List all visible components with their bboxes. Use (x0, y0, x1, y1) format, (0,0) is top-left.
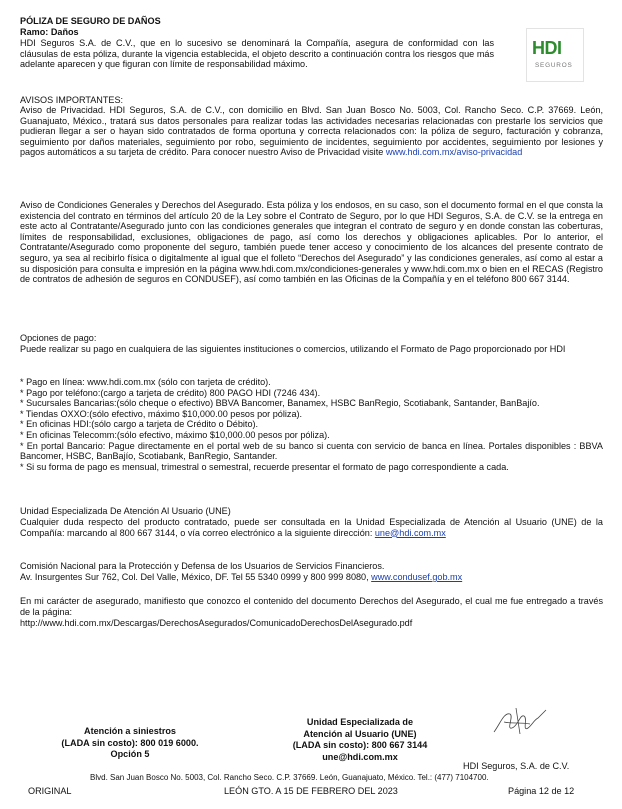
condusef-address (20, 572, 462, 583)
une-heading: Unidad Especializada De Atención Al Usuario (UNE) (20, 506, 231, 516)
payment-item: * En portal Bancario: Pague directamente en el portal web de su banco si cuenta con servicio de banca en línea. Portales disponibles : BBVA Bancomer, HSBC, BanBajío, Scotiabank, BanRegio, Santander. (20, 440, 603, 462)
logo-mark: HDI (532, 38, 562, 58)
payment-heading: Opciones de pago: (20, 333, 97, 343)
une-email-link[interactable]: une@hdi.com.mx (374, 527, 446, 538)
declaration-paragraph: En mi carácter de asegurado, manifiesto que conozco el contenido del documento Derechos del Asegurado, el cual me fue entregado a través de la página: (20, 596, 603, 617)
signature-image (490, 702, 550, 740)
place-date: LEÓN GTO. A 15 DE FEBRERO DEL 2023 (224, 786, 398, 796)
une-contact-line: une@hdi.com.mx (322, 751, 398, 762)
privacy-link[interactable]: www.hdi.com.mx/aviso-privacidad (385, 147, 523, 158)
une-contact (280, 717, 440, 763)
condusef-address-text: Av. Insurgentes Sur 762, Col. Del Valle, México, DF. Tel 55 5340 0999 y 800 999 8080, (20, 572, 369, 582)
claims-line: Opción 5 (110, 749, 150, 759)
claims-contact (50, 726, 210, 761)
company-address: Blvd. San Juan Bosco No. 5003, Col. Rancho Seco. C.P. 37669. León, Guanajuato, México. Tel.: (477) 7104700. (90, 773, 489, 782)
payment-item: * En oficinas Telecomm:(sólo efectivo, máximo $10,000.00 pesos por póliza). (20, 429, 330, 440)
payment-item: * Pago por teléfono:(cargo a tarjeta de crédito) 800 PAGO HDI (7246 434). (20, 387, 321, 398)
declaration-url[interactable]: http://www.hdi.com.mx/Descargas/DerechosAsegurados/ComunicadoDerechosDelAsegurado.pdf (20, 618, 413, 628)
avisos-heading: AVISOS IMPORTANTES: (20, 95, 124, 105)
hdi-logo (526, 28, 584, 82)
original-label: ORIGINAL (28, 786, 72, 796)
logo-subtitle: SEGUROS (535, 62, 573, 69)
payment-intro: Puede realizar su pago en cualquiera de las siguientes instituciones o comercios, utilizando el Formato de Pago proporcionado por HDI (20, 344, 566, 354)
conditions-notice: Aviso de Condiciones Generales y Derechos del Asegurado. Esta póliza y los endosos, en su caso, son el documento formal en el que consta la existencia del contrato en términos del artículo 20 de la Ley sobre el Contrato de Seguro, por lo que HDI Seguros, S.A. de C.V. se la entrega en este acto al Contratante/Asegurado junto con las condiciones generales que integran el contrato de seguro y en donde constan las coberturas, límites de responsabilidad, exclusiones, obligaciones de pago, así como los derechos y obligaciones aplicables. Por lo anterior, el Contratante/Asegurado como proponente del seguro, también puede tener acceso y conocimiento de los alcances del presente contrato de seguro, ya sea al recibirlo física o digitalmente al igual que el folleto “Derechos del Asegurado” y las condiciones generales, así como al estar a su disposición para consulta e impresión en la página www.hdi.com.mx/condiciones-generales y www.hdi.com.mx o bien en el RECAS (Registro de contratos de adhesión de seguros en CONDUSEF), así como también en las Oficinas de la Compañía y en el teléfono 800 667 3144. (20, 200, 603, 285)
company-name: HDI Seguros, S.A. de C.V. (463, 761, 570, 771)
privacy-text: Aviso de Privacidad. HDI Seguros, S.A. de C.V., con domicilio en Blvd. San Juan Bosco No. 5003, Col. Rancho Seco. C.P. 37669. León, Guanajuato, México., tratará sus datos personales para realizar todas las actividades necesarias relacionadas con prestarle los servicios que pudieran llegar a ser o hayan sido contratados de forma oportuna y correcta relacionados con: la póliza de seguro, facturación y cobranza, seguimiento por daños materiales, seguimiento por robo, seguimiento de incidentes, seguimiento por accidentes, seguimiento por lesiones y pagos automáticos a su tarjeta de crédito. Para conocer nuestro Aviso de Privacidad visite (20, 105, 603, 158)
une-contact-line: (LADA sin costo): 800 667 3144 (292, 740, 428, 750)
payment-list (20, 377, 603, 472)
claims-line: Atención a siniestros (84, 726, 176, 736)
une-contact-line: Atención al Usuario (UNE) (303, 728, 417, 739)
payment-item: * Tiendas OXXO:(sólo efectivo, máximo $10,000.00 pesos por póliza). (20, 408, 303, 419)
condusef-line: Comisión Nacional para la Protección y Defensa de los Usuarios de Servicios Financieros. (20, 561, 385, 571)
une-contact-line: Unidad Especializada de (306, 717, 414, 727)
intro-paragraph: HDI Seguros S.A. de C.V., que en lo sucesivo se denominará la Compañía, asegura de conformidad con las cláusulas de esta póliza, durante la vigencia establecida, el objeto descrito a continuación contra los riesgos que más adelante aparecen y que figuran con límite de responsabilidad máximo. (20, 38, 494, 70)
policy-title: PÓLIZA DE SEGURO DE DAÑOS (20, 16, 161, 26)
payment-item: * En oficinas HDI:(sólo cargo a tarjeta de Crédito o Débito). (20, 419, 259, 430)
ramo-label: Ramo: Daños (20, 27, 79, 37)
claims-line: (LADA sin costo): 800 019 6000. (61, 737, 199, 748)
une-paragraph (20, 517, 603, 538)
une-text: Cualquier duda respecto del producto contratado, puede ser consultada en la Unidad Especializada de Atención al Usuario (UNE) de la Compañía: marcando al 800 667 3144, o vía correo electrónico a la siguiente dirección: (20, 517, 603, 538)
payment-item: * Pago en línea: www.hdi.com.mx (sólo con tarjeta de crédito). (20, 377, 271, 387)
privacy-notice (20, 105, 603, 158)
condusef-link[interactable]: www.condusef.gob.mx (371, 572, 463, 582)
payment-item: * Si su forma de pago es mensual, trimestral o semestral, recuerde presentar el formato de pago correspondiente a cada. (20, 461, 509, 472)
payment-item: * Sucursales Bancarias:(sólo cheque o efectivo) BBVA Bancomer, Banamex, HSBC BanRegio, Scotiabank, Santander, BanBajío. (20, 398, 540, 409)
page-number: Página 12 de 12 (508, 786, 575, 796)
